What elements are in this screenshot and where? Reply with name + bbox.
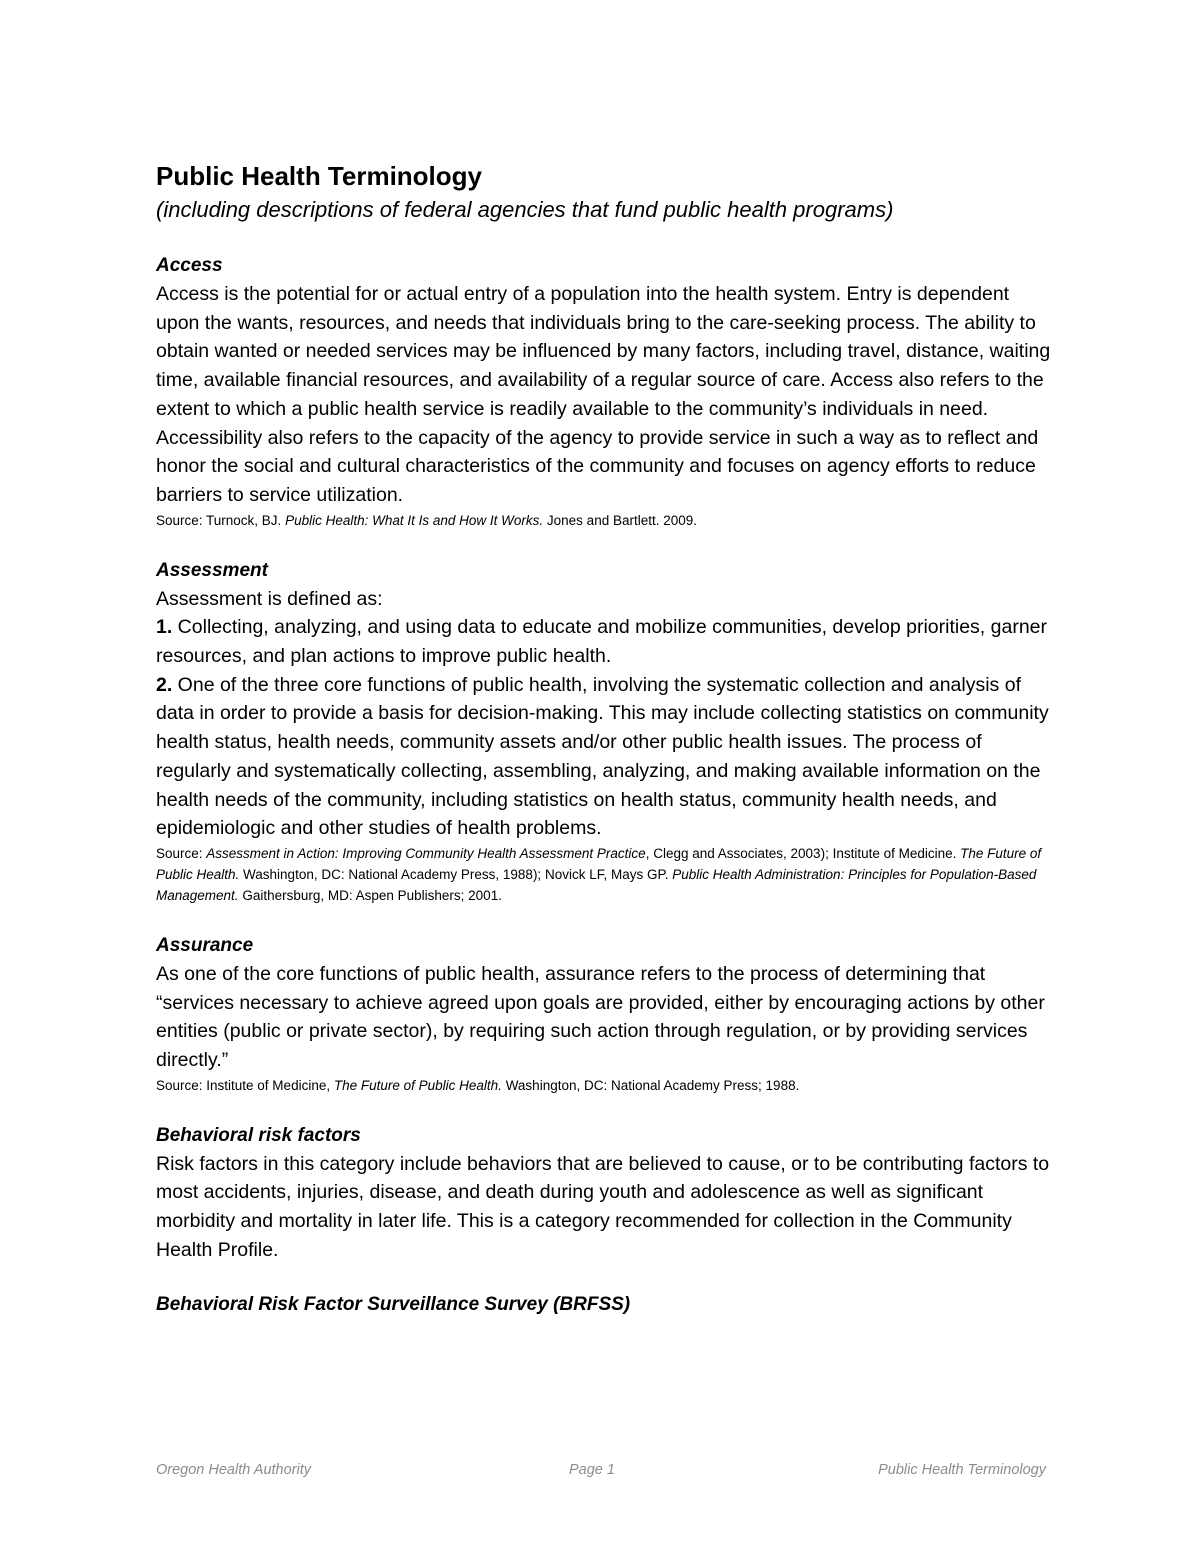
source-text: Washington, DC: National Academy Press, 1988); Novick LF, Mays GP. [239, 866, 673, 882]
source-text: Source: [156, 845, 207, 861]
source-text: Source: Institute of Medicine, [156, 1077, 334, 1093]
term-source [156, 843, 1051, 906]
footer-page-number: Page 1 [569, 1462, 615, 1478]
document-title: Public Health Terminology [156, 161, 483, 191]
term-source [156, 510, 1051, 531]
document-content [156, 158, 1051, 1345]
source-title: Public Health Administration: Principles for Population-Based Management. [156, 866, 1037, 903]
source-text: , Clegg and Associates, 2003); Institute of Medicine. [645, 845, 961, 861]
term-definition: Risk factors in this category include behaviors that are believed to cause, or to be contributing factors to most accidents, injuries, disease, and death during youth and adolescence as well as significant morbidity and mortality in later life. This is a category recommended for collection in the Community Health Profile. [156, 1152, 1050, 1261]
term-brfss [156, 1291, 1051, 1319]
footer-organization: Oregon Health Authority [156, 1462, 312, 1478]
term-assurance [156, 932, 1051, 1096]
source-text: Washington, DC: National Academy Press; 1988. [501, 1077, 800, 1093]
footer-document-title: Public Health Terminology [878, 1462, 1046, 1478]
term-heading: Assessment [156, 559, 268, 581]
list-number: 2. [156, 673, 173, 696]
term-access [156, 252, 1051, 531]
term-behavioral-risk-factors [156, 1122, 1051, 1265]
term-list-item [156, 613, 1051, 670]
term-heading: Assurance [156, 934, 254, 956]
source-title: Assessment in Action: Improving Community Health Assessment Practice [206, 845, 646, 861]
source-text: Source: Turnock, BJ. [156, 512, 286, 528]
page-footer [156, 1462, 1046, 1484]
term-definition: As one of the core functions of public health, assurance refers to the process of determining that “services necessary to achieve agreed upon goals are provided, either by encouraging actions by other entities (public or private sector), by requiring such action through regulation, or by providing services directly.” [156, 962, 1045, 1072]
document-subtitle: (including descriptions of federal agencies that fund public health programs) [156, 197, 894, 222]
source-text: Gaithersburg, MD: Aspen Publishers; 2001. [238, 887, 502, 903]
term-list-item [156, 671, 1051, 843]
term-intro: Assessment is defined as: [156, 587, 383, 610]
term-assessment [156, 557, 1051, 906]
source-title: Public Health: What It Is and How It Works. [285, 512, 544, 528]
term-heading: Behavioral risk factors [156, 1124, 361, 1146]
term-source [156, 1075, 1051, 1096]
term-definition: Access is the potential for or actual entry of a population into the health system. Entry is dependent upon the wants, resources, and needs that individuals bring to the care-seeking process. The ability to obtain wanted or needed services may be influenced by many factors, including travel, distance, waiting time, available financial resources, and availability of a regular source of care. Access also refers to the extent to which a public health service is readily available to the community’s individuals in need. Accessibility also refers to the capacity of the agency to provide service in such a way as to reflect and honor the social and cultural characteristics of the community and focuses on agency efforts to reduce barriers to service utilization. [156, 283, 1051, 506]
source-title: The Future of Public Health. [333, 1077, 502, 1093]
term-heading: Access [156, 255, 223, 276]
list-number: 1. [156, 616, 173, 639]
source-title: The Future of Public Health. [156, 845, 1042, 882]
list-text: One of the three core functions of public health, involving the systematic collection and analysis of data in order to provide a basis for decision-making. This may include collecting statistics on community health status, health needs, community assets and/or other public health issues. The process of regularly and systematically collecting, assembling, analyzing, and making available information on the health needs of the community, including statistics on health status, community health needs, and epidemiologic and other studies of health problems. [156, 673, 1049, 840]
list-text: Collecting, analyzing, and using data to educate and mobilize communities, develop priorities, garner resources, and plan actions to improve public health. [156, 616, 1048, 668]
source-text: Jones and Bartlett. 2009. [543, 512, 698, 528]
term-heading: Behavioral Risk Factor Surveillance Survey (BRFSS) [156, 1293, 631, 1315]
